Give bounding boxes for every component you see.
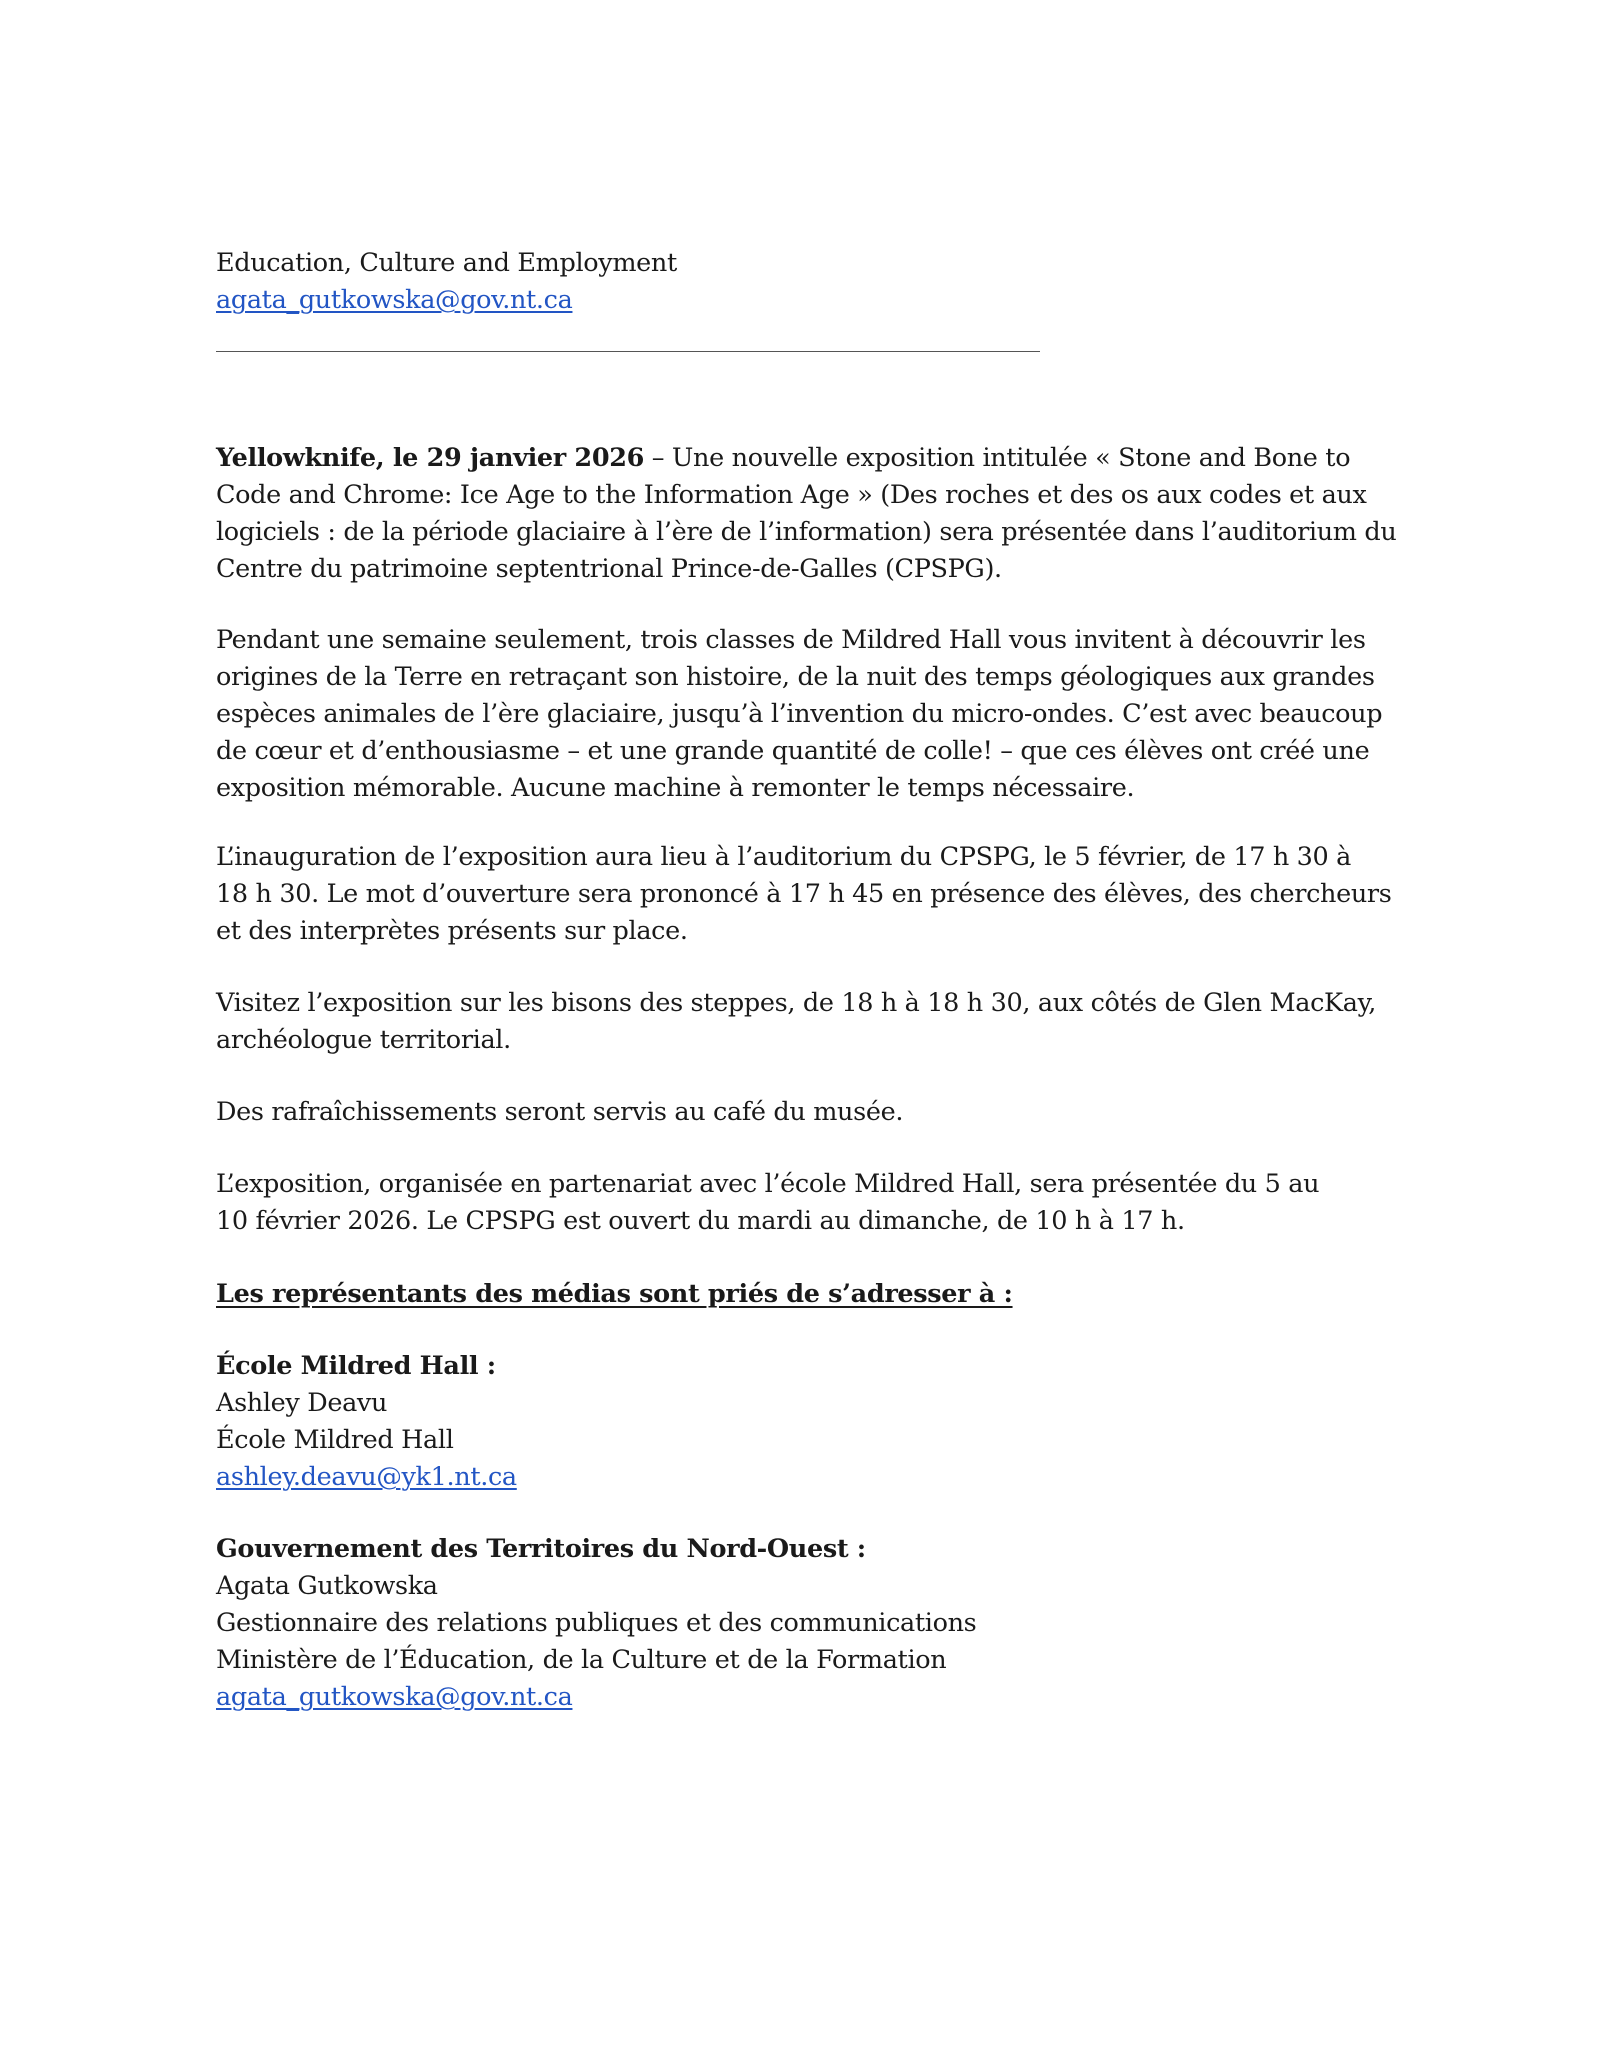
paragraph-refreshments (216, 1094, 1456, 1131)
contact-government-email-link[interactable]: agata_gutkowska@gov.nt.ca (216, 1682, 573, 1712)
intro-line-3: logiciels : de la période glaciaire à l’ère de l’information) sera présentée dans l’auditorium du (216, 517, 1397, 547)
dates-line-2: 10 février 2026. Le CPSPG est ouvert du mardi au dimanche, de 10 h à 17 h. (216, 1206, 1185, 1236)
visit-line-1: Visitez l’exposition sur les bisons des steppes, de 18 h à 18 h 30, aux côtés de Glen MacKay, (216, 988, 1377, 1018)
intro-line-1: – Une nouvelle exposition intitulée « Stone and Bone to (644, 443, 1351, 473)
department-name: Education, Culture and Employment (216, 248, 677, 278)
dates-line-1: L’exposition, organisée en partenariat avec l’école Mildred Hall, sera présentée du 5 au (216, 1169, 1320, 1199)
description-line-1: Pendant une semaine seulement, trois classes de Mildred Hall vous invitent à découvrir les (216, 625, 1366, 655)
contact-school-org: École Mildred Hall (216, 1425, 454, 1455)
description-line-2: origines de la Terre en retraçant son histoire, de la nuit des temps géologiques aux grandes (216, 662, 1375, 692)
contact-school-name: Ashley Deavu (216, 1388, 388, 1418)
intro-line-4: Centre du patrimoine septentrional Prince-de-Galles (CPSPG). (216, 554, 1002, 584)
paragraph-inauguration (216, 839, 1456, 950)
paragraph-description (216, 622, 1456, 807)
contact-school-heading: École Mildred Hall : (216, 1351, 496, 1381)
paragraph-dates (216, 1166, 1456, 1240)
intro-line-2: Code and Chrome: Ice Age to the Information Age » (Des roches et des os aux codes et aux (216, 480, 1367, 510)
contact-school-email-link[interactable]: ashley.deavu@yk1.nt.ca (216, 1462, 517, 1492)
header-block (216, 245, 1456, 319)
contact-school (216, 1348, 1456, 1496)
contact-government (216, 1531, 1456, 1716)
media-heading-block (216, 1276, 1456, 1313)
media-heading: Les représentants des médias sont priés de s’adresser à : (216, 1279, 1013, 1309)
inauguration-line-1: L’inauguration de l’exposition aura lieu à l’auditorium du CPSPG, le 5 février, de 17 h 30 à (216, 842, 1352, 872)
visit-line-2: archéologue territorial. (216, 1025, 511, 1055)
refreshments-line: Des rafraîchissements seront servis au café du musée. (216, 1097, 904, 1127)
contact-government-heading: Gouvernement des Territoires du Nord-Ouest : (216, 1534, 866, 1564)
description-line-5: exposition mémorable. Aucune machine à remonter le temps nécessaire. (216, 773, 1135, 803)
contact-government-ministry: Ministère de l’Éducation, de la Culture et de la Formation (216, 1645, 947, 1675)
contact-government-title: Gestionnaire des relations publiques et des communications (216, 1608, 977, 1638)
inauguration-line-3: et des interprètes présents sur place. (216, 916, 688, 946)
contact-government-name: Agata Gutkowska (216, 1571, 438, 1601)
paragraph-visit (216, 985, 1456, 1059)
paragraph-intro (216, 440, 1456, 588)
inauguration-line-2: 18 h 30. Le mot d’ouverture sera prononcé à 17 h 45 en présence des élèves, des chercheurs (216, 879, 1392, 909)
header-divider (216, 351, 1040, 352)
dateline: Yellowknife, le 29 janvier 2026 (216, 443, 644, 473)
header-email-link[interactable]: agata_gutkowska@gov.nt.ca (216, 285, 573, 315)
description-line-4: de cœur et d’enthousiasme – et une grande quantité de colle! – que ces élèves ont créé une (216, 736, 1370, 766)
description-line-3: espèces animales de l’ère glaciaire, jusqu’à l’invention du micro-ondes. C’est avec beaucoup (216, 699, 1383, 729)
